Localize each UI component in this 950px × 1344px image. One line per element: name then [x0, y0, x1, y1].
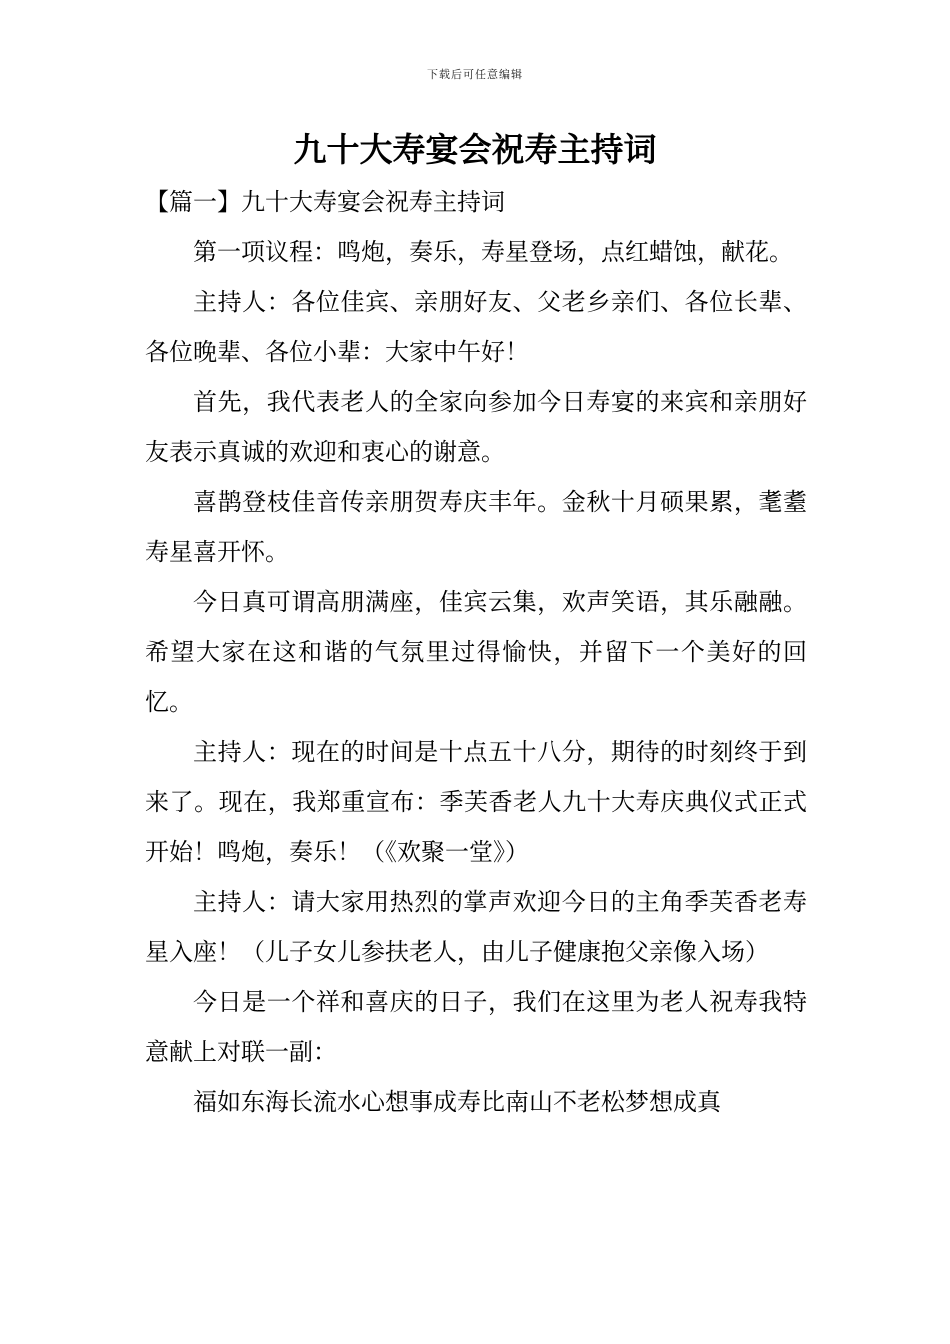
paragraph-couplet: 福如东海长流水心想事成寿比南山不老松梦想成真	[193, 1088, 721, 1116]
section-heading: 【篇一】九十大寿宴会祝寿主持词	[145, 188, 505, 216]
paragraph-announcement: 主持人：现在的时间是十点五十八分，期待的时刻终于到来了。现在，我郑重宣布：季芙香老人九十大寿庆典仪式正式开始！鸣炮，奏乐！（《欢聚一堂》）	[145, 738, 807, 866]
paragraph-gathering: 今日真可谓高朋满座，佳宾云集，欢声笑语，其乐融融。希望大家在这和谐的气氛里过得愉快，并留下一个美好的回忆。	[145, 588, 807, 716]
paragraph-seating: 主持人：请大家用热烈的掌声欢迎今日的主角季芙香老寿星入座！（儿子女儿参扶老人，由儿子健康抱父亲像入场）	[145, 888, 807, 966]
paragraph-welcome: 首先，我代表老人的全家向参加今日寿宴的来宾和亲朋好友表示真诚的欢迎和衷心的谢意。	[145, 388, 807, 466]
document-title: 九十大寿宴会祝寿主持词	[293, 130, 657, 169]
paragraph-greeting: 主持人：各位佳宾、亲朋好友、父老乡亲们、各位长辈、各位晚辈、各位小辈：大家中午好！	[145, 288, 807, 366]
document-body	[145, 177, 807, 1127]
header-note: 下载后可任意编辑	[427, 68, 523, 81]
paragraph-agenda: 第一项议程：鸣炮，奏乐，寿星登场，点红蜡蚀，献花。	[193, 238, 793, 266]
paragraph-couplet-intro: 今日是一个祥和喜庆的日子，我们在这里为老人祝寿我特意献上对联一副：	[145, 988, 807, 1066]
paragraph-verse: 喜鹊登枝佳音传亲朋贺寿庆丰年。金秋十月硕果累，耄耋寿星喜开怀。	[145, 488, 807, 566]
